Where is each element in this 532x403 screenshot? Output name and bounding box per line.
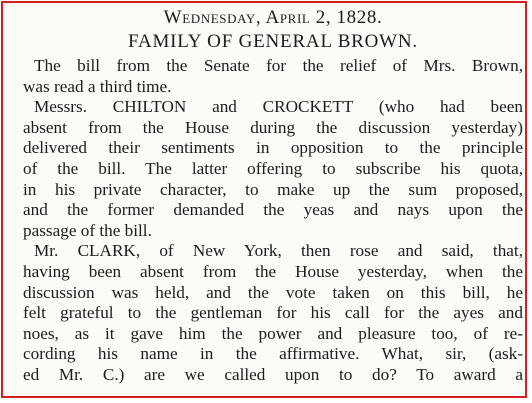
newspaper-clipping <box>23 7 523 386</box>
text-line: Messrs. CHILTON and CROCKETT (who had been <box>34 97 523 117</box>
article-headline: FAMILY OF GENERAL BROWN. <box>128 31 418 52</box>
text-line: and the former demanded the yeas and nays upon the <box>23 200 523 220</box>
document-frame <box>1 1 527 398</box>
text-line: cording his name in the affirmative. What, sir, (ask- <box>23 344 523 364</box>
text-line: Mr. CLARK, of New York, then rose and said, that, <box>34 241 523 261</box>
text-line: passage of the bill. <box>23 220 152 240</box>
text-line: ed Mr. C.) are we called upon to do? To award a <box>23 364 523 384</box>
text-line: discussion was held, and the vote taken on this bill, he <box>23 282 523 302</box>
text-line: felt grateful to the gentleman for his call for the ayes and <box>23 303 523 323</box>
text-line: having been absent from the House yesterday, when the <box>23 261 523 281</box>
text-line: The bill from the Senate for the relief of Mrs. Brown, <box>34 56 523 75</box>
text-line: delivered their sentiments in opposition to the principle <box>23 138 523 158</box>
text-line: absent from the House during the discussion yesterday) <box>23 117 523 137</box>
text-line: in his private character, to make up the sum proposed, <box>23 179 523 199</box>
article-dateline: Wednesday, April 2, 1828. <box>163 7 383 28</box>
text-line: noes, as it gave him the power and pleasure too, of re- <box>23 323 523 343</box>
text-line: was read a third time. <box>23 76 172 96</box>
text-line: of the bill. The latter offering to subscribe his quota, <box>23 158 523 178</box>
